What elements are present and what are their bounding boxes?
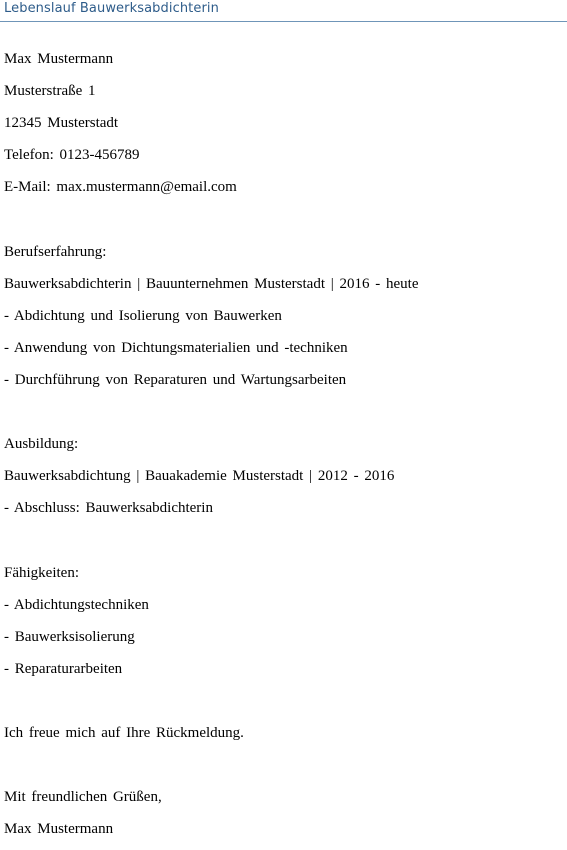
skills-item: - Abdichtungstechniken [4, 596, 149, 613]
skills-item: - Bauwerksisolierung [4, 628, 135, 645]
spacer [4, 208, 564, 240]
experience-item: - Anwendung von Dichtungsmaterialien und -techniken [4, 339, 348, 356]
document-body [4, 48, 564, 850]
skills-heading: Fähigkeiten: [4, 564, 79, 581]
experience-item: - Durchführung von Reparaturen und Wartungsarbeiten [4, 371, 347, 388]
closing-greeting: Mit freundlichen Grüßen, [4, 789, 162, 806]
contact-street: Musterstraße 1 [4, 83, 96, 100]
spacer [4, 529, 564, 561]
contact-email: E-Mail: max.mustermann@email.com [4, 179, 237, 196]
experience-heading: Berufserfahrung: [4, 243, 107, 260]
closing-signature: Max Mustermann [4, 821, 114, 838]
contact-city: 12345 Musterstadt [4, 115, 119, 132]
spacer [4, 690, 564, 722]
closing-statement: Ich freue mich auf Ihre Rückmeldung. [4, 724, 244, 741]
contact-phone: Telefon: 0123-456789 [4, 147, 140, 164]
spacer [4, 401, 564, 433]
education-item: - Abschluss: Bauwerksabdichterin [4, 500, 213, 517]
education-entry: Bauwerksabdichtung | Bauakademie Musterstadt | 2012 - 2016 [4, 468, 395, 485]
document-title: Lebenslauf Bauwerksabdichterin [4, 1, 219, 16]
title-divider [0, 21, 567, 22]
experience-entry: Bauwerksabdichterin | Bauunternehmen Musterstadt | 2016 - heute [4, 275, 419, 292]
skills-item: - Reparaturarbeiten [4, 660, 123, 677]
spacer [4, 754, 564, 786]
education-heading: Ausbildung: [4, 436, 79, 453]
experience-item: - Abdichtung und Isolierung von Bauwerken [4, 307, 282, 324]
contact-name: Max Mustermann [4, 51, 114, 67]
